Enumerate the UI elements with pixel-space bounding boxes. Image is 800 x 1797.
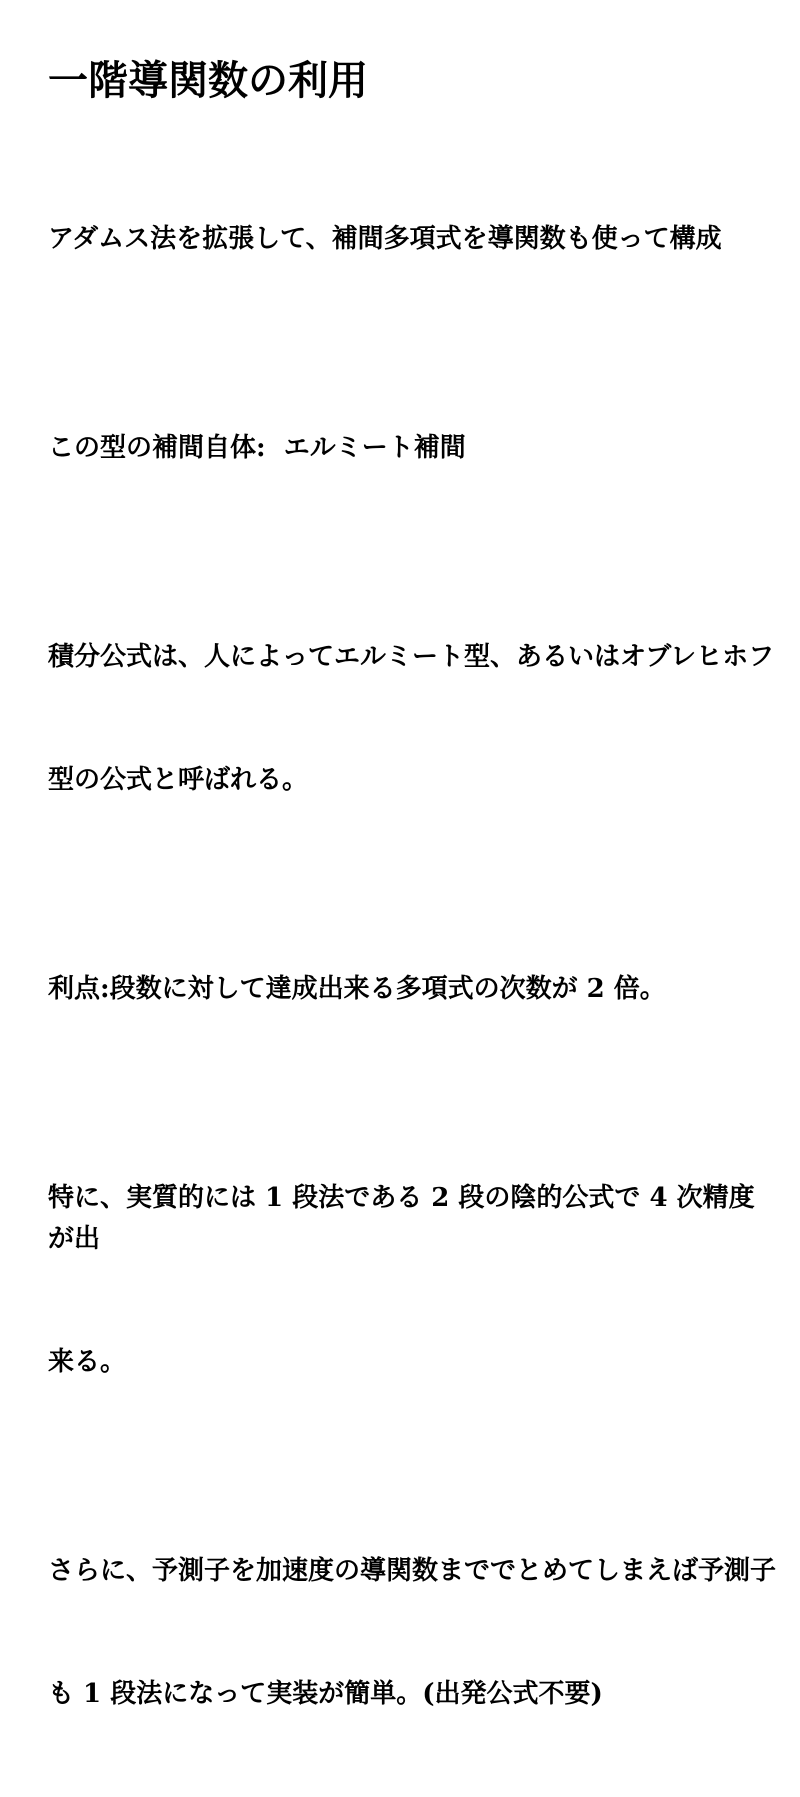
- text-line: さらに、予測子を加速度の導関数まででとめてしまえば予測子: [48, 1556, 777, 1586]
- slide: [0, 57, 800, 1709]
- slide-title: 一階導関数の利用: [48, 57, 368, 104]
- text-line: アダムス法を拡張して、補間多項式を導関数も使って構成: [48, 224, 722, 254]
- paragraph: [48, 1469, 776, 1797]
- paragraph: [48, 1096, 776, 1465]
- text-line: 積分公式は、人によってエルミート型、あるいはオブレヒホフ: [48, 642, 775, 672]
- text-line: 来る。: [48, 1347, 127, 1377]
- paragraph: [48, 346, 776, 551]
- text-line: 特に、実質的には 1 段法である 2 段の陰的公式で 4 次精度が出: [48, 1183, 755, 1254]
- text-line: 型の公式と呼ばれる。: [48, 765, 309, 795]
- slide-body: [48, 137, 776, 1797]
- paragraph: [48, 137, 776, 342]
- text-line: この型の補間自体: エルミート補間: [48, 433, 466, 463]
- text-line: も 1 段法になって実装が簡単。(出発公式不要): [48, 1679, 603, 1709]
- paragraph: [48, 887, 776, 1092]
- text-line: 利点:段数に対して達成出来る多項式の次数が 2 倍。: [48, 974, 666, 1004]
- paragraph: [48, 555, 776, 883]
